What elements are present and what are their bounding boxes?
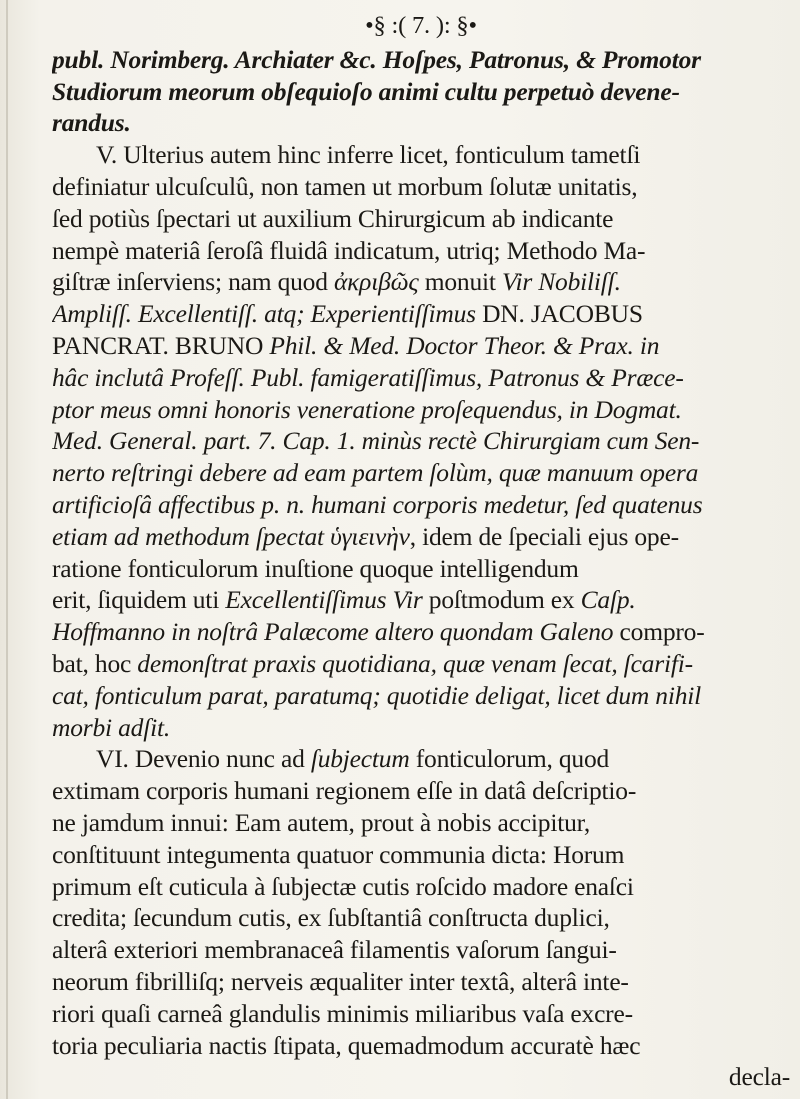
text-segment: definiatur ulcuſculû, non tamen ut morbum ſolutæ unitatis,	[52, 171, 638, 201]
text-line	[52, 871, 790, 903]
text-line	[52, 362, 790, 394]
text-line	[52, 648, 790, 680]
text-line	[52, 107, 790, 139]
text-line	[52, 521, 790, 553]
binding-gutter	[6, 0, 8, 1099]
page-text	[52, 10, 790, 1090]
text-segment: demonſtrat praxis quotidiana, quæ venam ſecat, ſcarifi-	[137, 648, 693, 678]
text-segment: cat, fonticulum parat, paratumq; quotidie deligat, licet dum nihil	[52, 680, 702, 710]
text-segment: bat, hoc	[52, 648, 138, 678]
text-segment: toria peculiaria nactis ſtipata, quemadmodum accuratè hæc	[52, 1030, 641, 1060]
text-line	[52, 807, 790, 839]
text-segment: Phil. & Med. Doctor Theor. & Prax. in	[269, 330, 660, 360]
text-segment: randus.	[52, 108, 131, 138]
text-line	[52, 330, 790, 362]
text-line	[52, 76, 790, 108]
text-segment: Med. General. part. 7. Cap. 1. minùs rectè Chirurgiam cum Sen-	[52, 426, 700, 456]
text-line	[52, 966, 790, 998]
text-line	[52, 712, 790, 744]
text-segment: V. Ulterius autem hinc inferre licet, fonticulum tametſi	[96, 140, 641, 170]
text-segment: poſtmodum ex	[422, 585, 581, 615]
text-line	[52, 1030, 790, 1062]
text-line	[52, 457, 790, 489]
text-line	[52, 394, 790, 426]
text-segment: Vir Nobiliſſ.	[501, 267, 621, 297]
text-line	[52, 425, 790, 457]
text-segment: artificioſâ affectibus p. n. humani corporis medetur, ſed quatenus	[52, 489, 703, 519]
text-line	[52, 680, 790, 712]
page-header: •§ :( 7. ): §•	[365, 12, 477, 39]
text-line	[52, 266, 790, 298]
text-segment: ne jamdum innui: Eam autem, prout à nobis accipitur,	[52, 807, 591, 837]
text-segment: credita; ſecundum cutis, ex ſubſtantiâ conſtructa duplici,	[52, 903, 610, 933]
text-segment: Excellentiſſimus Vir	[225, 585, 423, 615]
text-segment: nerto reſtringi debere ad eam partem ſolùm, quæ manuum opera	[52, 458, 699, 488]
text-segment: publ. Norimberg. Archiater &c. Hoſpes, Patronus, & Promotor	[52, 44, 701, 74]
text-segment: ſubjectum	[310, 744, 410, 774]
text-segment: ὑγιεινὴν	[330, 521, 410, 551]
text-line	[52, 553, 790, 585]
text-line	[52, 584, 790, 616]
text-segment: Studiorum meorum obſequioſo animi cultu perpetuò devene-	[52, 76, 680, 106]
text-segment: VI. Devenio nunc ad	[96, 744, 311, 774]
text-line	[52, 839, 790, 871]
text-segment: extimam corporis humani regionem eſſe in datâ deſcriptio-	[52, 776, 637, 806]
text-segment: decla-	[728, 1062, 790, 1090]
text-segment: ἀκριβῶς	[333, 267, 419, 297]
text-line	[52, 616, 790, 648]
text-line	[52, 171, 790, 203]
text-segment: ptor meus omni honoris veneratione proſequendus, in Dogmat.	[52, 394, 682, 424]
text-segment: erit, ſiquidem uti	[52, 585, 226, 615]
text-segment: giſtræ inſerviens; nam quod	[52, 267, 334, 297]
text-segment: ſed potiùs ſpectari ut auxilium Chirurgicum ab indicante	[52, 203, 614, 233]
text-segment: morbi adſit.	[52, 712, 171, 742]
text-line	[52, 139, 790, 171]
text-line	[52, 998, 790, 1030]
text-segment: monuit	[418, 267, 502, 297]
text-lines	[52, 44, 790, 1090]
text-segment: Hoffmanno in noſtrâ Palæcome altero quondam Galeno	[52, 617, 614, 647]
text-segment: ratione fonticulorum inuſtione quoque intelligendum	[52, 553, 579, 583]
text-line	[52, 235, 790, 267]
text-line	[52, 44, 790, 76]
text-line	[52, 902, 790, 934]
text-segment: PANCRAT. BRUNO	[52, 330, 270, 360]
text-segment: alterâ exteriori membranaceâ filamentis vaſorum ſangui-	[52, 935, 617, 965]
text-line	[52, 775, 790, 807]
text-segment: DN. JACOBUS	[482, 299, 643, 329]
text-line	[52, 1061, 790, 1090]
text-line	[52, 298, 790, 330]
text-line	[52, 489, 790, 521]
text-segment: fonticulorum, quod	[409, 744, 610, 774]
text-segment: Ampliſſ. Excellentiſſ. atq; Experientiſſimus	[52, 299, 483, 329]
text-line	[52, 743, 790, 775]
text-segment: Caſp.	[580, 585, 636, 615]
text-segment: compro-	[613, 617, 705, 647]
text-segment: primum eſt cuticula à ſubjectæ cutis roſcido madore enaſci	[52, 871, 634, 901]
text-segment: nempè materiâ ſeroſâ fluidâ indicatum, utriq; Methodo Ma-	[52, 235, 646, 265]
text-segment: hâc inclutâ Profeſſ. Publ. famigeratiſſimus, Patronus & Præce-	[52, 362, 684, 392]
text-line	[52, 934, 790, 966]
text-segment: conſtituunt integumenta quatuor communia dicta: Horum	[52, 839, 625, 869]
text-line	[52, 203, 790, 235]
text-segment: neorum fibrilliſq; nerveis æqualiter inter textâ, alterâ inte-	[52, 966, 629, 996]
text-segment: riori quaſi carneâ glandulis minimis miliaribus vaſa excre-	[52, 998, 633, 1028]
text-segment: , idem de ſpeciali ejus ope-	[409, 521, 679, 551]
text-segment: etiam ad methodum ſpectat	[52, 521, 331, 551]
